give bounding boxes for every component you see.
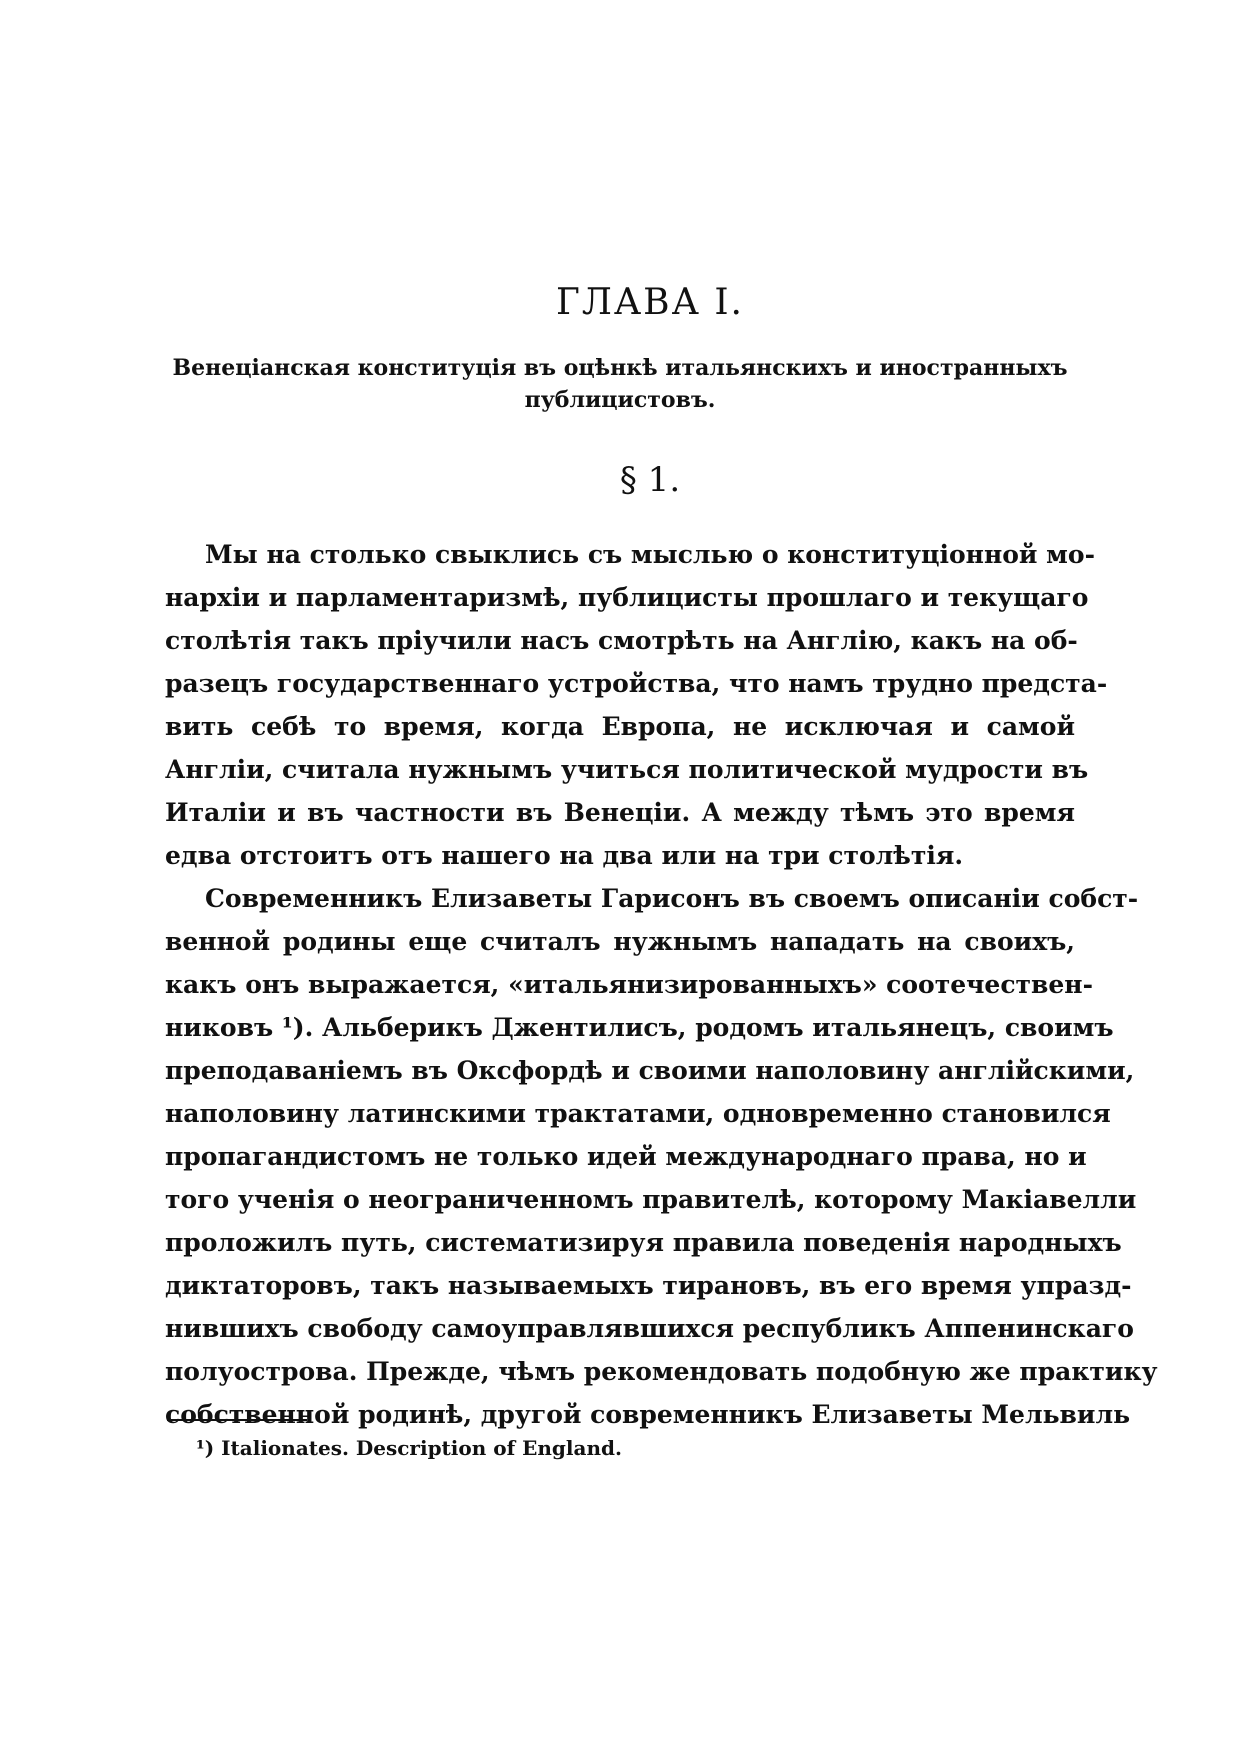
section-mark: § 1. — [619, 460, 681, 500]
text-line: собственной родинѣ, другой современникъ Елизаветы Мельвиль — [165, 1400, 1131, 1429]
text-line: какъ онъ выражается, «итальянизированныхъ» соотечествен- — [165, 970, 1093, 999]
text-line: столѣтія такъ пріучили насъ смотрѣть на Англію, какъ на об- — [165, 626, 1078, 655]
text-line: Англіи, считала нужнымъ учиться политической мудрости въ — [165, 755, 1089, 784]
body-text — [165, 533, 1158, 1436]
chapter-title: ГЛАВА I. — [556, 282, 744, 323]
text-line: нившихъ свободу самоуправлявшихся республикъ Аппенинскаго — [165, 1314, 1134, 1343]
footnote: ¹) Italionates. Description of England. — [196, 1436, 622, 1460]
text-line: нархіи и парламентаризмѣ, публицисты прошлаго и текущаго — [165, 583, 1089, 612]
text-line: диктаторовъ, такъ называемыхъ тирановъ, въ его время упразд- — [165, 1271, 1132, 1300]
footnote-divider — [167, 1419, 307, 1421]
text-line: наполовину латинскими трактатами, одновременно становился — [165, 1099, 1111, 1128]
text-line: разецъ государственнаго устройства, что намъ трудно предста- — [165, 669, 1108, 698]
text-line: Мы на столько свыклись съ мыслью о конституціонной мо- — [205, 540, 1095, 569]
text-line: Современникъ Елизаветы Гарисонъ въ своемъ описаніи собст- — [205, 884, 1139, 913]
text-line: едва отстоитъ отъ нашего на два или на три столѣтія. — [165, 841, 964, 870]
text-line: полуострова. Прежде, чѣмъ рекомендовать подобную же практику — [165, 1357, 1158, 1386]
text-line: пропагандистомъ не только идей международнаго права, но и — [165, 1142, 1087, 1171]
text-line: того ученія о неограниченномъ правителѣ, которому Макіавелли — [165, 1185, 1137, 1214]
text-line: преподаваніемъ въ Оксфордѣ и своими наполовину англійскими, — [165, 1056, 1135, 1085]
text-line: никовъ ¹). Альберикъ Джентилисъ, родомъ итальянецъ, своимъ — [165, 1013, 1114, 1042]
subtitle-line: публицистовъ. — [524, 387, 716, 413]
chapter-subtitle — [155, 352, 1085, 416]
text-line: вить себѣ то время, когда Европа, не исключая и самой — [165, 712, 1075, 741]
text-line: проложилъ путь, систематизируя правила поведенія народныхъ — [165, 1228, 1122, 1257]
text-line: венной родины еще считалъ нужнымъ нападать на своихъ, — [165, 927, 1075, 956]
text-line: Италіи и въ частности въ Венеціи. А между тѣмъ это время — [165, 798, 1075, 827]
subtitle-line: Венеціанская конституція въ оцѣнкѣ итальянскихъ и иностранныхъ — [172, 355, 1068, 381]
